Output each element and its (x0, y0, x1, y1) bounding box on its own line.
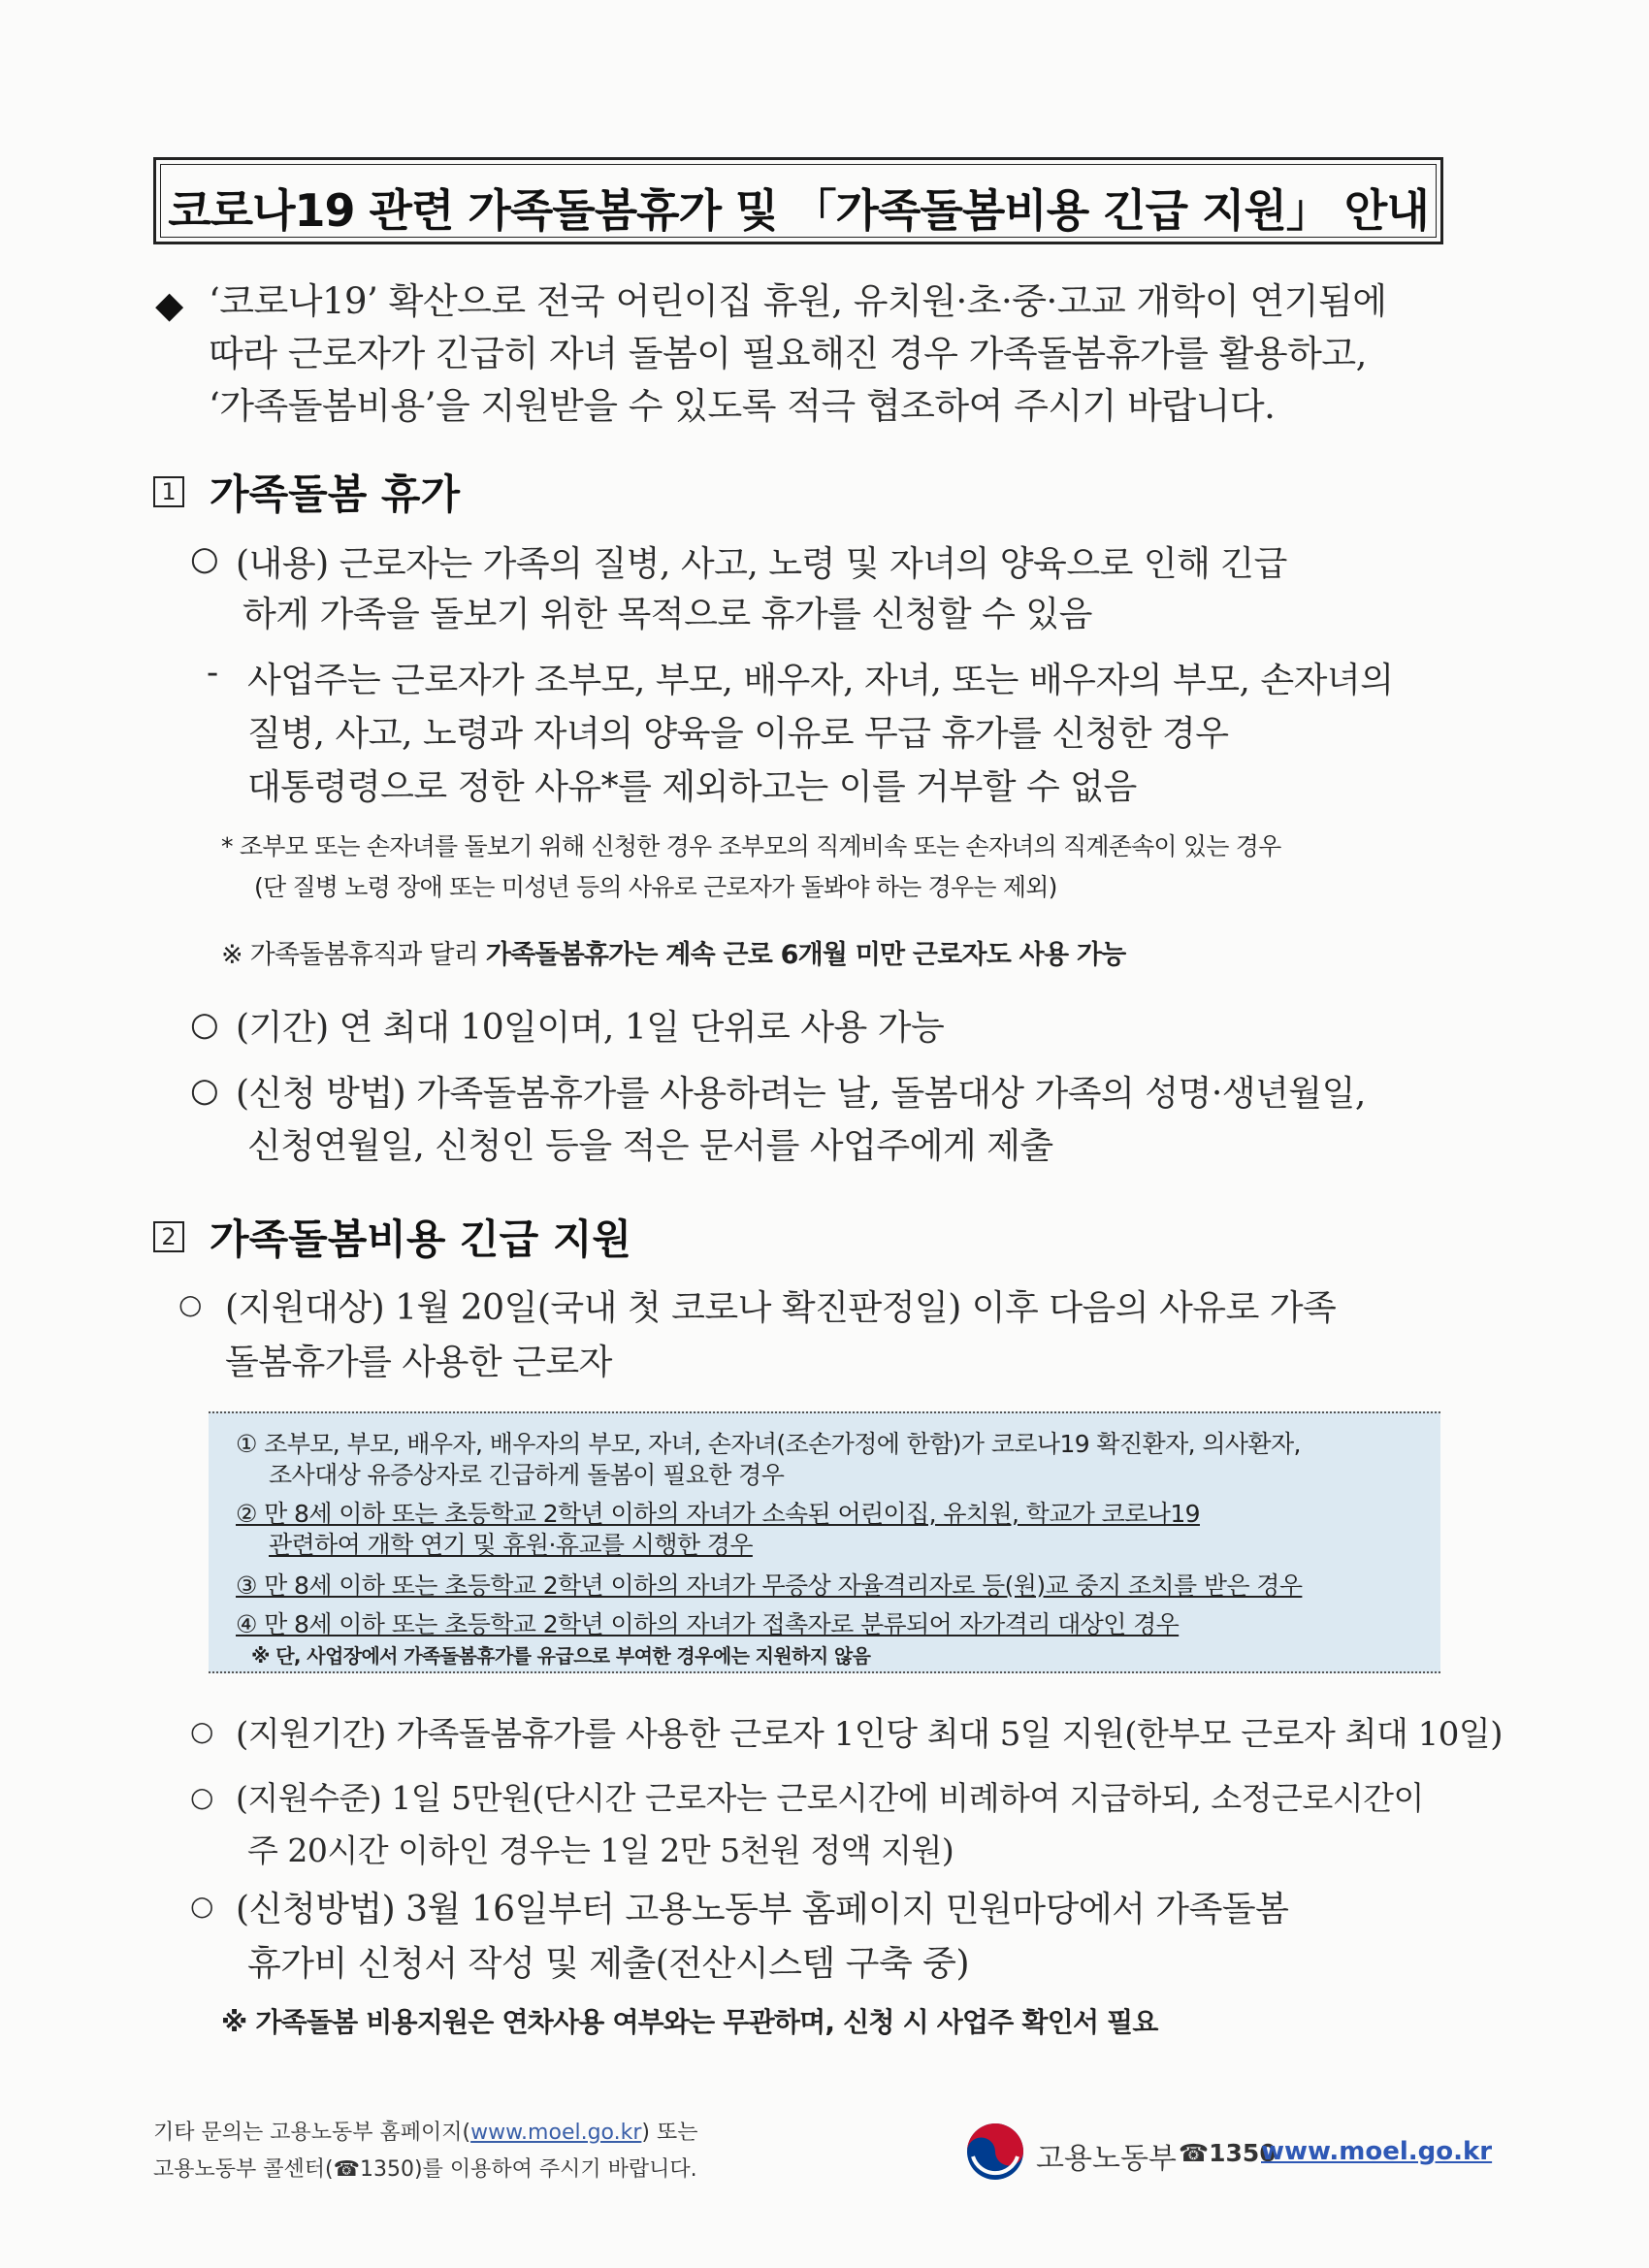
support-level-line: 주 20시간 이하인 경우는 1일 2만 5천원 정액 지원) (247, 1831, 954, 1869)
section-title: 가족돌봄 휴가 (210, 470, 461, 518)
employer-rule-line: 대통령령으로 정한 사유*를 제외하고는 이를 거부할 수 없음 (247, 767, 1137, 807)
note-bold: 가족돌봄휴가는 계속 근로 6개월 미만 근로자도 사용 가능 (485, 940, 1126, 970)
eligibility-note (221, 933, 1125, 971)
taegeuk-logo-icon (965, 2122, 1025, 2182)
title-box (153, 157, 1443, 244)
eligibility-box (209, 1411, 1440, 1673)
application-method-line: (신청 방법) 가족돌봄휴가를 사용하려는 날, 돌봄대상 가족의 성명·생년월일, (236, 1074, 1366, 1114)
application-method-line: 신청연월일, 신청인 등을 적은 문서를 사업주에게 제출 (247, 1126, 1053, 1166)
support-target-line: 돌봄휴가를 사용한 근로자 (225, 1343, 612, 1382)
footnote: * 조부모 또는 손자녀를 돌보기 위해 신청한 경우 조부모의 직계비속 또는 손자녀의 직계존속이 있는 경우 (221, 832, 1281, 860)
section-2-header (153, 1213, 631, 1261)
footnote: (단 질병 노령 장애 또는 미성년 등의 사유로 근로자가 돌봐야 하는 경우는 제외) (254, 873, 1057, 901)
intro-line: ‘코로나19’ 확산으로 전국 어린이집 휴원, 유치원·초·중·고교 개학이 연기됨에 (209, 280, 1387, 322)
circle-bullet-icon: ○ (190, 539, 219, 578)
eligibility-item: ③ 만 8세 이하 또는 초등학교 2학년 이하의 자녀가 무증상 자율격리자로 등(원)교 중지 조치를 받은 경우 (236, 1571, 1303, 1600)
box-note: ※ 단, 사업장에서 가족돌봄휴가를 유급으로 부여한 경우에는 지원하지 않음 (251, 1644, 871, 1668)
support-application-line: 휴가비 신청서 작성 및 제출(전산시스템 구축 중) (247, 1944, 969, 1984)
eligibility-item: ② 만 8세 이하 또는 초등학교 2학년 이하의 자녀가 소속된 어린이집, 유치원, 학교가 코로나19 (236, 1500, 1200, 1528)
circle-bullet-icon: ○ (190, 1071, 219, 1110)
note-prefix: ※ 가족돌봄휴직과 달리 (221, 940, 486, 970)
content-line: (내용) 근로자는 가족의 질병, 사고, 노령 및 자녀의 양육으로 인해 긴급 (236, 544, 1287, 584)
support-period: (지원기간) 가족돌봄휴가를 사용한 근로자 1인당 최대 5일 지원(한부모 근로자 최대 10일) (236, 1715, 1504, 1754)
support-application-line: (신청방법) 3월 16일부터 고용노동부 홈페이지 민원마당에서 가족돌봄 (236, 1890, 1289, 1929)
intro-line: 따라 근로자가 긴급히 자녀 돌봄이 필요해진 경우 가족돌봄휴가를 활용하고, (209, 333, 1367, 374)
footer-contact (153, 2115, 698, 2188)
employer-rule-line: 사업주는 근로자가 조부모, 부모, 배우자, 자녀, 또는 배우자의 부모, 손자녀의 (247, 661, 1394, 700)
eligibility-item: 관련하여 개학 연기 및 휴원·휴교를 시행한 경우 (269, 1531, 753, 1559)
page-title: 코로나19 관련 가족돌봄휴가 및 「가족돌봄비용 긴급 지원」 안내 (168, 184, 1429, 237)
section-title: 가족돌봄비용 긴급 지원 (210, 1215, 631, 1263)
eligibility-item: 조사대상 유증상자로 긴급하게 돌봄이 필요한 경우 (269, 1461, 785, 1489)
ministry-brand: 고용노동부 (1036, 2142, 1177, 2176)
circle-bullet-icon: ○ (190, 1890, 214, 1922)
eligibility-item: ① 조부모, 부모, 배우자, 배우자의 부모, 자녀, 손자녀(조손가정에 한함)가 코로나19 확진환자, 의사환자, (236, 1430, 1301, 1458)
circle-bullet-icon: ○ (190, 1715, 214, 1747)
section-number: 1 (153, 476, 184, 507)
section-number: 2 (153, 1221, 184, 1252)
final-note: ※ 가족돌봄 비용지원은 연차사용 여부와는 무관하며, 신청 시 사업주 확인서 필요 (221, 2006, 1158, 2038)
section-1-header (153, 468, 460, 516)
circle-bullet-icon: ○ (190, 1005, 219, 1044)
employer-rule-line: 질병, 사고, 노령과 자녀의 양육을 이유로 무급 휴가를 신청한 경우 (247, 714, 1229, 754)
eligibility-item: ④ 만 8세 이하 또는 초등학교 2학년 이하의 자녀가 접촉자로 분류되어 자가격리 대상인 경우 (236, 1610, 1180, 1638)
diamond-bullet-icon: ◆ (155, 283, 184, 326)
callcenter-phone: ☎1350 (1179, 2139, 1277, 2167)
circle-bullet-icon: ○ (190, 1781, 214, 1813)
content-line: 하게 가족을 돌보기 위한 목적으로 휴가를 신청할 수 있음 (242, 595, 1092, 634)
circle-bullet-icon: ○ (178, 1288, 203, 1320)
footer-text: ) 또는 (641, 2121, 698, 2145)
footer-line (153, 2115, 698, 2152)
intro-line: ‘가족돌봄비용’을 지원받을 수 있도록 적극 협조하여 주시기 바랍니다. (209, 385, 1276, 427)
website-link[interactable]: www.moel.go.kr (1261, 2137, 1493, 2166)
support-target-line: (지원대상) 1월 20일(국내 첫 코로나 확진판정일) 이후 다음의 사유로 가족 (225, 1288, 1337, 1328)
leave-period: (기간) 연 최대 10일이며, 1일 단위로 사용 가능 (236, 1008, 945, 1048)
dash-mark: - (207, 653, 218, 693)
footer-text: 기타 문의는 고용노동부 홈페이지( (153, 2121, 471, 2145)
support-level-line: (지원수준) 1일 5만원(단시간 근로자는 근로시간에 비례하여 지급하되, 소정근로시간이 (236, 1779, 1424, 1817)
intro-paragraph (209, 275, 1460, 433)
moel-link[interactable]: www.moel.go.kr (470, 2121, 642, 2145)
footer-line: 고용노동부 콜센터(☎1350)를 이용하여 주시기 바랍니다. (153, 2157, 697, 2182)
